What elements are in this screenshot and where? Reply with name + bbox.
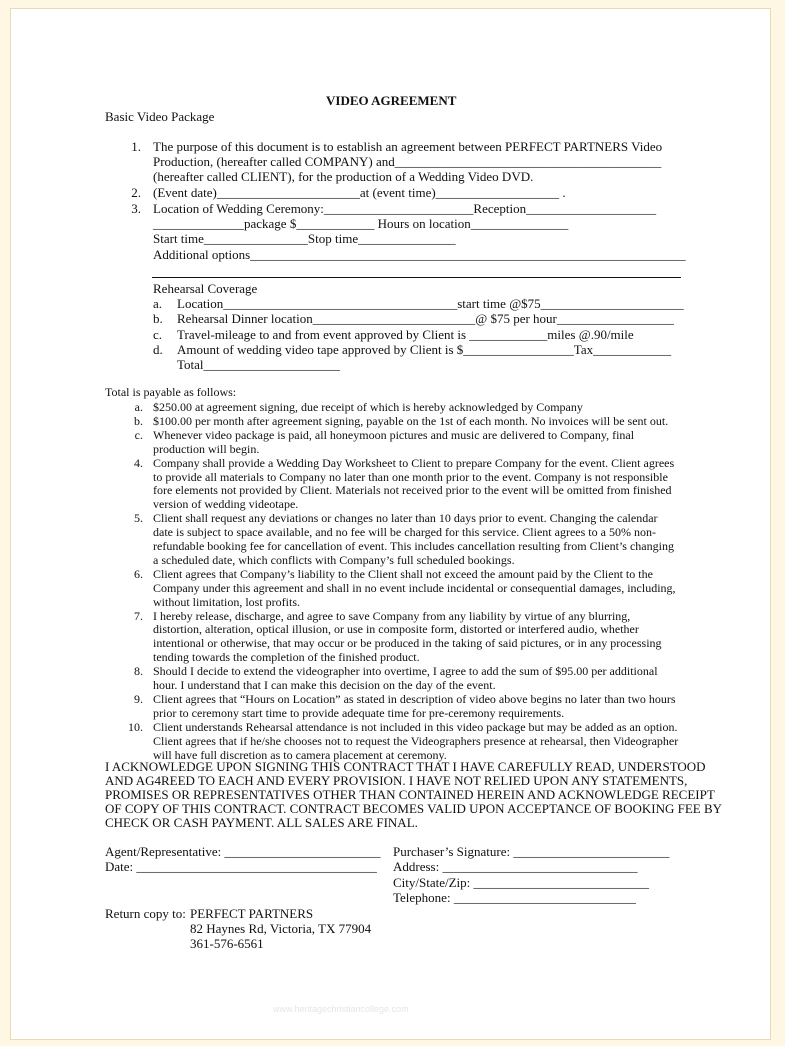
item-line: Additional options___________________________________________________________________ [153,247,686,262]
item-line: ______________package $____________ Hours on location_______________ [153,216,569,231]
item-line: (Event date)______________________at (event time)___________________ . [153,185,566,200]
city-state-zip-field: City/State/Zip: ___________________________ [393,875,650,890]
item-line: Production, (hereafter called COMPANY) and_________________________________________ [153,154,662,169]
term-number: b. [134,413,143,428]
term-line: tending towards the completion of the finished product. [153,650,420,665]
item-line: Start time________________Stop time_______________ [153,231,456,246]
term-line: Client agrees that “Hours on Location” as stated in description of video above begins no later than two hours [153,691,676,706]
document-page [10,8,771,1040]
term-line: Should I decide to extend the videographer into overtime, I agree to add the sum of $95.00 per additional [153,664,658,679]
rehearsal-total: Total_____________________ [177,357,341,372]
term-line: Client understands Rehearsal attendance is not included in this video package but may be added as an option. [153,719,678,734]
term-line: production will begin. [153,441,260,456]
term-line: fore elements not provided by Client. Materials not received prior to the event will be omitted from finished [153,483,672,498]
term-line: Client agrees that Company’s liability to the Client shall not exceed the amount paid by the Client to the [153,566,653,581]
term-line: Client agrees that if he/she chooses not to request the Videographers presence at rehearsal, then Videographer [153,733,679,748]
acknowledge-line: PROMISES OR REPRESENTATIVES OTHER THAN CONTAINED HEREIN AND ACKNOWLEDGE RECEIPT [105,787,715,802]
term-line: Company shall provide a Wedding Day Worksheet to Client to prepare Company for the event. Client agrees [153,455,675,470]
term-number: 5. [134,511,143,526]
term-line: will have full discretion as to camera placement at ceremony. [153,747,447,762]
document-title: VIDEO AGREEMENT [326,93,457,108]
package-name: Basic Video Package [105,109,215,124]
rehearsal-letter: c. [153,327,163,342]
rehearsal-line: Amount of wedding video tape approved by Client is $_________________Tax____________ [177,342,672,357]
return-copy-label: Return copy to: [105,906,186,921]
term-line: date is subject to space available, and no fee will be charged for this service. Client agrees to a 50% non- [153,525,656,540]
term-line: Company under this agreement and shall in no event include incidental or consequential damages, including, [153,580,676,595]
acknowledge-line: OF COPY OF THIS CONTRACT. CONTRACT BECOMES VALID UPON ACCEPTANCE OF BOOKING FEE BY [105,801,723,816]
telephone-field: Telephone: ____________________________ [393,890,636,905]
section-divider [152,277,681,278]
term-number: 8. [134,664,143,679]
term-line: hour. I understand that I can make this decision on the day of the event. [153,678,496,692]
term-line: a scheduled date, which conflicts with Company’s full scheduled bookings. [153,552,515,567]
rehearsal-heading: Rehearsal Coverage [153,281,258,296]
term-line: Whenever video package is paid, all honeymoon pictures and music are delivered to Company, final [153,427,635,442]
rehearsal-letter: d. [153,342,163,357]
term-number: 6. [134,566,143,581]
term-line: $100.00 per month after agreement signing, payable on the 1st of each month. No invoices will be sent out. [153,413,669,428]
item-line: The purpose of this document is to establish an agreement between PERFECT PARTNERS Video [153,139,663,154]
rehearsal-line: Travel-mileage to and from event approved by Client is ____________miles @.90/mile [177,327,634,342]
rehearsal-line: Rehearsal Dinner location_________________________@ $75 per hour__________________ [177,311,674,326]
agent-signature-field: Agent/Representative: ________________________ [105,844,381,859]
payable-heading: Total is payable as follows: [105,385,237,399]
item-line: (hereafter called CLIENT), for the production of a Wedding Video DVD. [153,169,534,184]
acknowledge-line: CHECK OR CASH PAYMENT. ALL SALES ARE FINAL. [105,815,418,830]
return-copy-name: PERFECT PARTNERS [190,906,314,921]
item-number: 3. [131,201,141,216]
item-number: 1. [131,139,141,154]
term-line: refundable booking fee for cancellation of event. This includes cancellation resulting from Client’s changing [153,539,674,553]
term-number: 7. [134,608,143,623]
term-line: intentional or otherwise, that may occur or be produced in the taking of said pictures, or in any processing [153,636,662,651]
term-line: to provide all materials to Company no later than one month prior to the event. Company is not responsible [153,469,668,484]
rehearsal-letter: a. [153,296,163,311]
term-number: 10. [128,719,143,734]
return-copy-phone: 361-576-6561 [190,936,264,951]
return-copy-address: 82 Haynes Rd, Victoria, TX 77904 [190,921,372,936]
term-number: 4. [134,455,143,470]
term-line: prior to ceremony start time to provide adequate time for pre-ceremony requirements. [153,705,565,720]
term-number: 9. [134,691,143,706]
term-line: without limitation, lost profits. [153,594,300,609]
term-line: Client shall request any deviations or changes no later than 10 days prior to event. Changing the calendar [153,511,658,526]
term-line: $250.00 at agreement signing, due receipt of which is hereby acknowledged by Company [153,400,583,414]
term-line: version of wedding videotape. [153,497,299,512]
term-line: distortion, alteration, optical illusion, or use in composite form, distorted or interfered audio, whether [153,622,639,637]
term-line: I hereby release, discharge, and agree to save Company from any liability by virtue of any blurring, [153,608,631,623]
address-field: Address: ______________________________ [393,859,638,874]
acknowledge-line: I ACKNOWLEDGE UPON SIGNING THIS CONTRACT THAT I HAVE CAREFULLY READ, UNDERSTOOD [105,759,706,774]
watermark: www.heritagechristiancollege.com [273,1004,409,1014]
purchaser-signature-field: Purchaser’s Signature: ________________________ [393,844,670,859]
rehearsal-letter: b. [153,311,163,326]
item-number: 2. [131,185,141,200]
term-number: a. [134,400,143,414]
term-number: c. [134,427,143,442]
item-line: Location of Wedding Ceremony:_______________________Reception____________________ [153,201,657,216]
date-field: Date: _____________________________________ [105,859,377,874]
acknowledge-line: AND AG4REED TO EACH AND EVERY PROVISION. I HAVE NOT RELIED UPON ANY STATEMENTS, [105,773,688,788]
rehearsal-line: Location____________________________________start time @$75______________________ [177,296,684,311]
